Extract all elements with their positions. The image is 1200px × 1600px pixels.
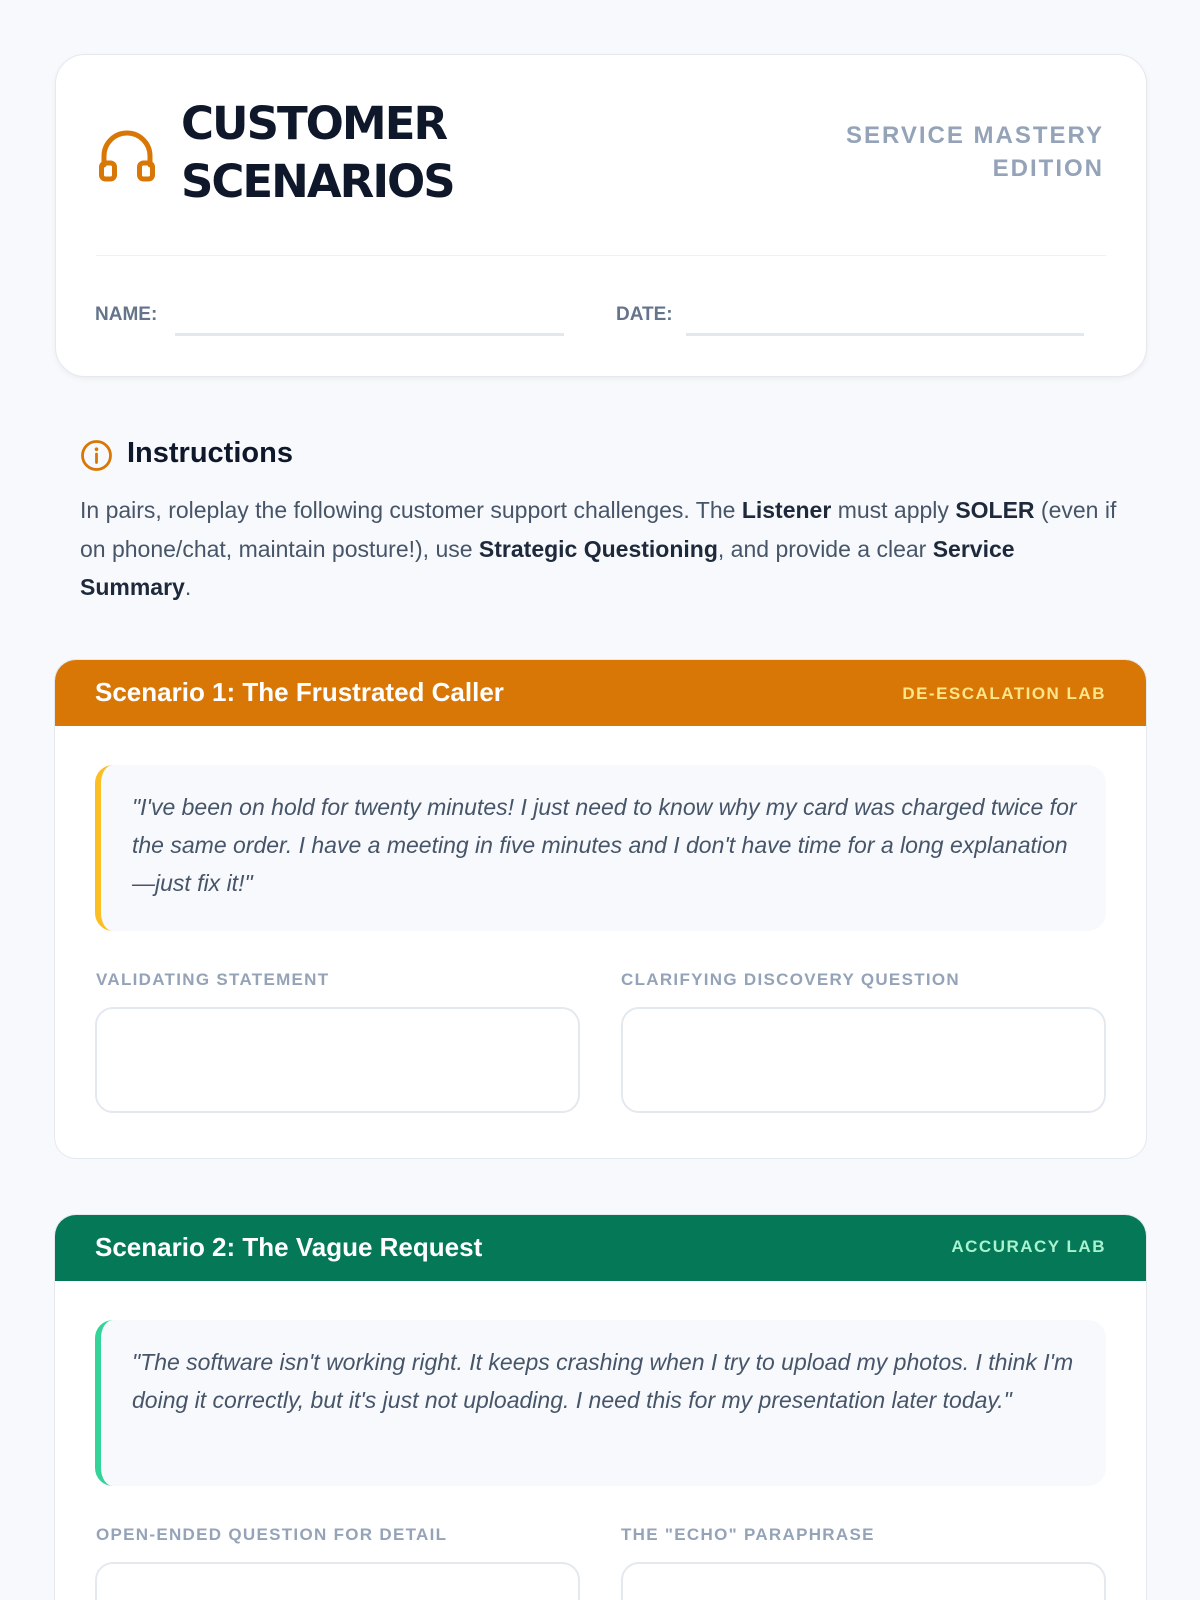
scenario-card-1 [54, 659, 1147, 1159]
scenario-title: Scenario 1: The Frustrated Caller [95, 677, 504, 707]
term-listener: Listener [741, 497, 832, 523]
term-service-summary: Service Summary [80, 535, 1015, 600]
scenario-header [55, 1215, 1146, 1281]
response-label: CLARIFYING DISCOVERY QUESTION [621, 970, 961, 989]
instructions-part: (even if on phone/chat, maintain posture!), use [80, 497, 1117, 562]
echo-paraphrase-box[interactable] [621, 1562, 1106, 1600]
instructions-text [80, 491, 1120, 607]
response-label: VALIDATING STATEMENT [96, 970, 330, 989]
page-title [181, 95, 454, 211]
customer-quote-text: "The software isn't working right. It keeps crashing when I try to upload my photos. I think I'm doing it correctly, but it's just not uploading. I need this for my presentation later today." [132, 1349, 1074, 1413]
term-strategic-questioning: Strategic Questioning [478, 535, 718, 562]
instructions-part: , and provide a clear [717, 535, 933, 562]
open-ended-question-box[interactable] [95, 1562, 580, 1600]
customer-quote [95, 1320, 1106, 1486]
page-title-line-2: SCENARIOS [181, 155, 454, 208]
page-title-line-1: CUSTOMER [181, 97, 447, 150]
info-icon [80, 439, 113, 472]
instructions-part: In pairs, roleplay the following customer support challenges. The [80, 497, 742, 523]
term-soler: SOLER [955, 497, 1035, 523]
clarifying-question-box[interactable] [621, 1007, 1106, 1113]
header-divider [96, 255, 1106, 256]
scenario-tag: DE-ESCALATION LAB [902, 684, 1106, 703]
instructions-part: . [184, 574, 192, 600]
validating-statement-box[interactable] [95, 1007, 580, 1113]
edition-label [784, 119, 1104, 185]
response-label: OPEN-ENDED QUESTION FOR DETAIL [96, 1525, 448, 1544]
instructions-heading: Instructions [127, 437, 293, 469]
date-label: DATE: [616, 304, 673, 325]
scenario-title: Scenario 2: The Vague Request [95, 1232, 483, 1262]
customer-quote-text: "I've been on hold for twenty minutes! I just need to know why my card was charged twice for the same order. I have a meeting in five minutes and I don't have time for a long explanation—just fix it!" [132, 794, 1077, 896]
scenario-tag: ACCURACY LAB [951, 1237, 1106, 1256]
date-field[interactable] [686, 333, 1084, 336]
scenario-card-2 [54, 1214, 1147, 1600]
name-label: NAME: [95, 304, 158, 325]
edition-line-1: SERVICE MASTERY [845, 122, 1104, 149]
headphones-icon [98, 125, 156, 185]
worksheet-header-card [55, 54, 1147, 377]
customer-quote [95, 765, 1106, 931]
edition-line-2: EDITION [992, 155, 1104, 182]
name-field[interactable] [175, 333, 564, 336]
scenario-header [55, 660, 1146, 726]
instructions-part: must apply [831, 497, 956, 523]
response-label: THE "ECHO" PARAPHRASE [621, 1525, 875, 1544]
